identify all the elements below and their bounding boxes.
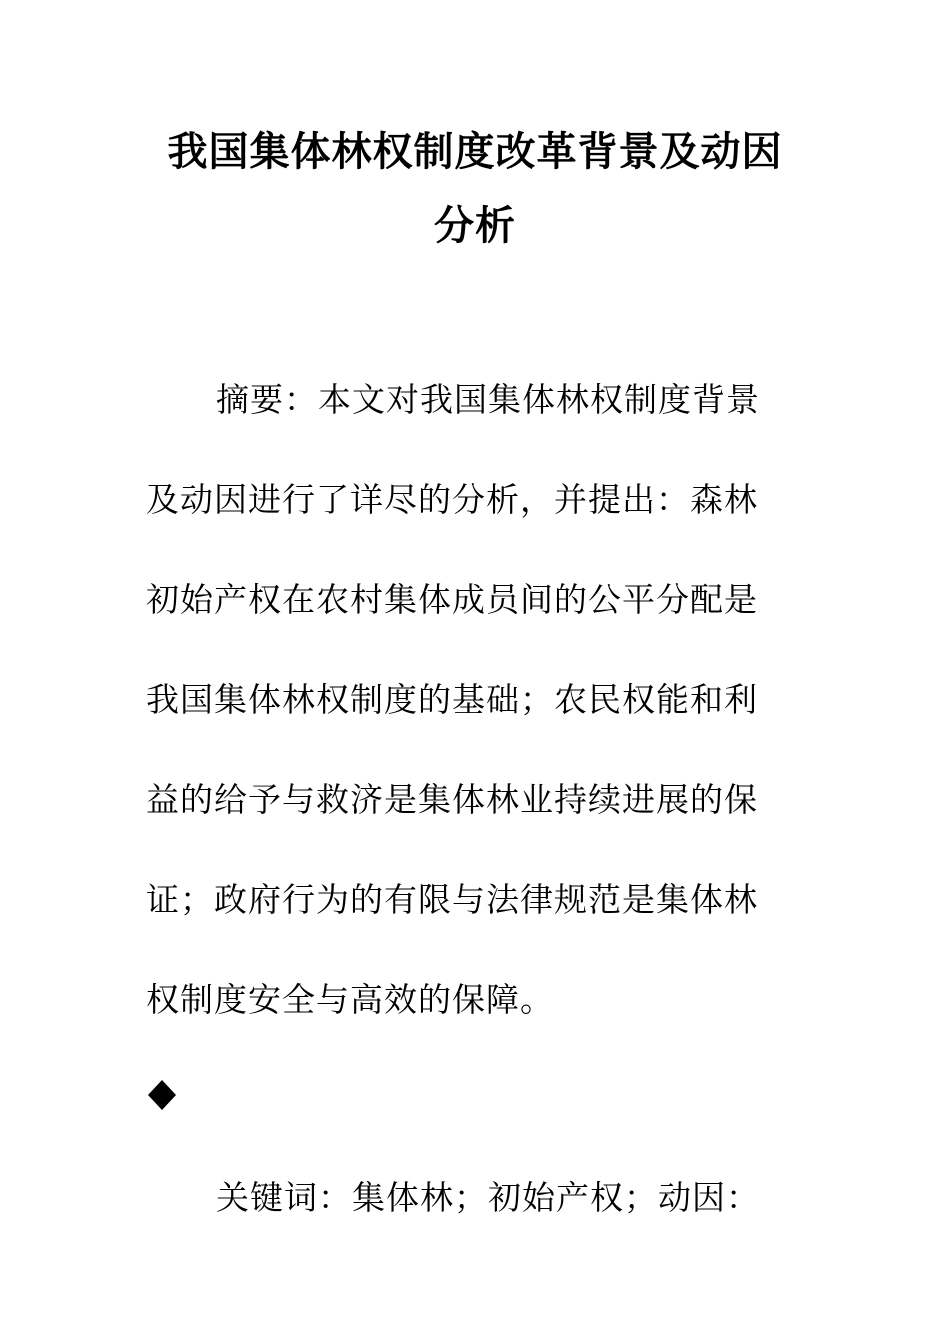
document-title-line-1: 我国集体林权制度改革背景及动因 xyxy=(167,129,783,175)
abstract-line-5: 益的给予与救济是集体林业持续进展的保 xyxy=(146,780,758,819)
keywords-line: 关键词：集体林；初始产权；动因： xyxy=(216,1178,760,1217)
bullet-diamond-icon xyxy=(146,1078,178,1112)
abstract-line-3: 初始产权在农村集体成员间的公平分配是 xyxy=(146,580,758,619)
document-title-line-2: 分析 xyxy=(434,203,516,249)
abstract-line-1: 摘要：本文对我国集体林权制度背景 xyxy=(216,380,760,419)
abstract-line-4: 我国集体林权制度的基础；农民权能和利 xyxy=(146,680,758,719)
abstract-line-6: 证；政府行为的有限与法律规范是集体林 xyxy=(146,880,758,919)
abstract-line-2: 及动因进行了详尽的分析，并提出：森林 xyxy=(146,480,758,519)
abstract-line-7: 权制度安全与高效的保障。 xyxy=(146,980,554,1019)
